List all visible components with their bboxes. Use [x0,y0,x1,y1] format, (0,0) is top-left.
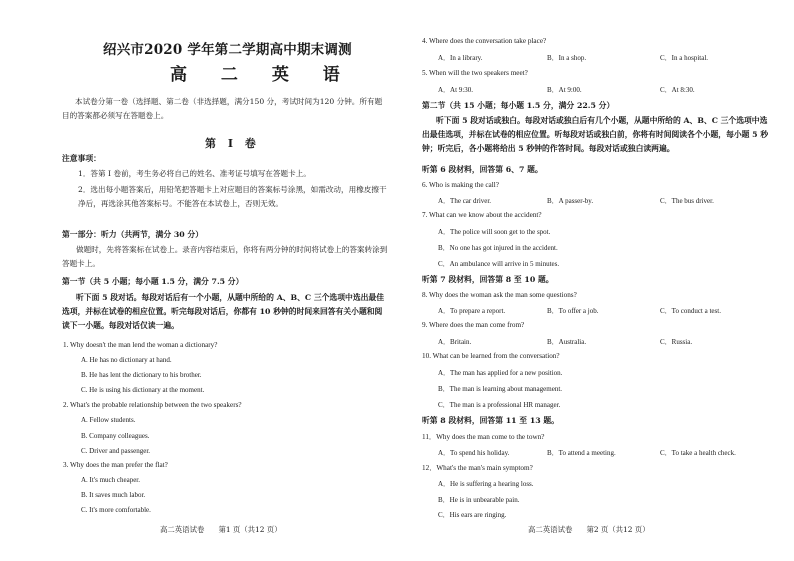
question-stem: 12．What's the man's main symptom? [422,464,533,472]
question-stem: 6. Who is making the call? [422,181,499,189]
question-option: B．The man is learning about management. [438,385,563,393]
question-stem: 5. When will the two speakers meet? [422,69,528,77]
question-option: A．Britain. [438,338,472,346]
volume-title: 第 I 卷 [205,137,260,150]
question-option: C．In a hospital. [660,54,709,62]
question-option: B．To offer a job. [547,307,599,315]
question-option: B．In a shop. [547,54,587,62]
question-option: A．The man has applied for a new position. [438,369,563,377]
question-option: B．At 9:00. [547,86,582,94]
question-stem: 9. Where does the man come from? [422,321,525,329]
page-footer: 高二英语试卷 第2 页（共12 页） [528,525,650,534]
question-stem: 10. What can be learned from the conversation? [422,352,560,360]
question-option: B．He is in unbearable pain. [438,496,520,504]
school-exam-title: 绍兴市2020 学年第二学期高中期末调测 [103,42,352,58]
subject-title: 高 二 英 语 [170,65,354,85]
question-option: A．He is suffering a hearing loss. [438,480,534,488]
question-option: A．To prepare a report. [438,307,506,315]
page-footer: 高二英语试卷 第1 页（共12 页） [160,525,282,534]
material-heading: 听第 7 段材料，回答第 8 至 10 题。 [422,275,554,284]
question-option: B. It saves much labor. [81,491,146,499]
question-option: C．The man is a professional HR manager. [438,401,561,409]
part-instruction: 做题时，先将答案标在试卷上。录音内容结束后，你将有两分钟的时间将试卷上的答案转涂到答题卡上。 [62,245,388,268]
question-stem: 1. Why doesn't the man lend the woman a dictionary? [63,341,218,349]
exam-page-right [400,0,794,561]
question-option: B. Company colleagues. [81,432,150,440]
question-option: C．To conduct a test. [660,307,721,315]
question-option: B. He has lent the dictionary to his brother. [81,371,202,379]
section-instruction: 听下面 5 段对话或独白。每段对话或独白后有几个小题，从题中所给的 A、B、C 三个选项中选出最佳选项，并标在试卷的相应位置。听每段对话或独白前，你将有时间阅读各个小题，每小题 5 秒钟；听完后，各小题将给出 5 秒钟的作答时间。每段对话或独白读两遍。 [422,116,769,153]
question-stem: 3. Why does the man prefer the flat? [63,461,168,469]
question-option: C．An ambulance will arrive in 5 minutes. [438,260,560,268]
question-option: C. It's more comfortable. [81,506,151,514]
notes-heading: 注意事项： [62,154,101,163]
question-option: B．No one has got injured in the accident. [438,244,558,252]
question-option: B．Australia. [547,338,587,346]
question-option: C．At 8:30. [660,86,695,94]
question-option: A．At 9:30. [438,86,473,94]
question-option: B．To attend a meeting. [547,449,616,457]
question-option: A．In a library. [438,54,483,62]
section-heading: 第二节（共 15 小题；每小题 1.5 分，满分 22.5 分） [422,101,615,110]
section-instruction: 听下面 5 段对话。每段对话后有一个小题，从题中所给的 A、B、C 三个选项中选出最佳选项，并标在试卷的相应位置。听完每段对话后，你都有 10 秒钟的时间来回答有关小题和阅读下一小题。每段对话仅读一遍。 [62,293,385,330]
material-heading: 听第 8 段材料，回答第 11 至 13 题。 [422,416,559,425]
question-stem: 8. Why does the woman ask the man some questions? [422,291,577,299]
section-heading: 第一节（共 5 小题；每小题 1.5 分，满分 7.5 分） [62,277,244,286]
question-stem: 11．Why does the man come to the town? [422,433,545,441]
question-stem: 4. Where does the conversation take place? [422,37,547,45]
question-option: A. It's much cheaper. [81,476,140,484]
material-heading: 听第 6 段材料，回答第 6、7 题。 [422,165,543,174]
note-item: 2．选出每小题答案后，用铅笔把答题卡上对应题目的答案标号涂黑，如需改动，用橡皮擦干净后，再选涂其他答案标号。不能答在本试卷上，否则无效。 [78,185,387,208]
part-heading: 第一部分：听力（共两节，满分 30 分） [62,230,204,239]
question-option: A．The car driver. [438,197,492,205]
note-item: 1．答第 I 卷前，考生务必将自己的姓名、准考证号填写在答题卡上。 [78,169,311,178]
question-option: A. He has no dictionary at hand. [81,356,172,364]
question-option: C．To take a health check. [660,449,736,457]
question-option: A．The police will soon get to the spot. [438,228,551,236]
question-option: C．Russia. [660,338,693,346]
question-stem: 2. What's the probable relationship between the two speakers? [63,401,242,409]
question-stem: 7. What can we know about the accident? [422,211,542,219]
question-option: B．A passer-by. [547,197,594,205]
question-option: C. He is using his dictionary at the moment. [81,386,205,394]
question-option: C．His ears are ringing. [438,511,507,519]
question-option: C．The bus driver. [660,197,714,205]
question-option: C. Driver and passenger. [81,447,151,455]
question-option: A．To spend his holiday. [438,449,510,457]
question-option: A. Fellow students. [81,416,136,424]
intro-paragraph: 本试卷分第一卷（选择题、第二卷（非选择题，满分150 分，考试时间为120 分钟。所有题目的答案都必须写在答题卷上。 [62,97,383,120]
